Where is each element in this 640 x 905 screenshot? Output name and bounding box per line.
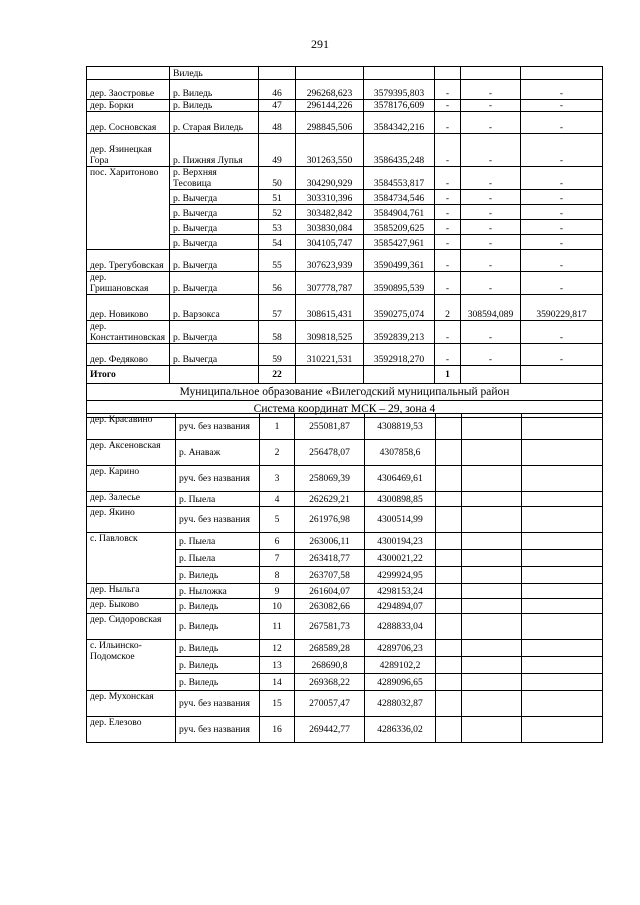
river-cell: р. Варзокса [170, 295, 259, 321]
outlet-y-cell: - [521, 344, 603, 366]
y-coordinate-cell: 4289102,2 [365, 657, 436, 674]
outlet-x-cell: - [461, 80, 521, 100]
empty-cell [462, 691, 522, 717]
river-cell: р. Виледь [176, 567, 260, 584]
x-coordinate-cell: 261976,98 [295, 507, 365, 533]
y-coordinate-cell: 3585209,625 [364, 220, 435, 235]
number-cell: 1 [260, 414, 295, 440]
x-coordinate-cell: 255081,87 [295, 414, 365, 440]
number-cell: 11 [260, 614, 295, 640]
x-coordinate-cell: 268589,28 [295, 640, 365, 657]
table-row [87, 100, 603, 112]
number-cell: 46 [259, 80, 296, 100]
empty-cell [436, 640, 462, 657]
page-number: 291 [311, 37, 329, 51]
river-cell: руч. без названия [176, 507, 260, 533]
outlet-count-cell: - [435, 205, 461, 220]
settlement-cell: дер. Аксеновская [87, 440, 176, 466]
x-coordinate-cell: 303310,396 [296, 190, 364, 205]
empty-cell [436, 507, 462, 533]
y-coordinate-cell: 4300898,85 [365, 492, 436, 507]
outlet-count-cell: - [435, 321, 461, 344]
number-cell: 47 [259, 100, 296, 112]
empty-cell [436, 466, 462, 492]
settlement-cell: дер. Борки [87, 100, 170, 112]
outlet-count-cell: - [435, 100, 461, 112]
coordinates-table-1 [86, 66, 603, 418]
y-coordinate-cell: 4286336,02 [365, 717, 436, 743]
empty-cell [522, 492, 603, 507]
total-row [87, 366, 603, 384]
empty-cell [462, 584, 522, 599]
settlement-cell: дер. Федяково [87, 344, 170, 366]
settlement-cell: дер. Залесье [87, 492, 176, 507]
empty-cell [522, 717, 603, 743]
x-coordinate-cell: 307623,939 [296, 250, 364, 272]
x-coordinate-cell: 262629,21 [295, 492, 365, 507]
outlet-count-cell: - [435, 190, 461, 205]
empty-cell [436, 550, 462, 567]
empty-cell [436, 717, 462, 743]
y-coordinate-cell: 3590895,539 [364, 272, 435, 295]
y-coordinate-cell: 3578176,609 [364, 100, 435, 112]
number-cell: 48 [259, 112, 296, 134]
empty-cell [522, 567, 603, 584]
table-row [87, 80, 603, 100]
river-cell: р. Виледь [170, 80, 259, 100]
settlement-cell [87, 67, 170, 80]
empty-cell [522, 507, 603, 533]
y-coordinate-cell: 4298153,24 [365, 584, 436, 599]
number-cell: 9 [260, 584, 295, 599]
empty-cell [522, 584, 603, 599]
number-cell: 57 [259, 295, 296, 321]
x-coordinate-cell: 298845,506 [296, 112, 364, 134]
settlement-cell: дер. Трегубовская [87, 250, 170, 272]
empty-cell [522, 550, 603, 567]
river-cell: р. Виледь [176, 599, 260, 614]
table-row [87, 507, 603, 533]
table-row [87, 533, 603, 550]
outlet-x-cell: - [461, 235, 521, 250]
x-coordinate-cell: 263006,11 [295, 533, 365, 550]
settlement-cell: дер. Елезово [87, 717, 176, 743]
empty-cell [462, 492, 522, 507]
empty-cell [436, 674, 462, 691]
empty-cell [522, 533, 603, 550]
settlement-cell: дер. Быково [87, 599, 176, 614]
settlement-cell: с. Павловск [87, 533, 176, 584]
coordinate-system-title: Система координат МСК – 29, зона 4 [87, 401, 603, 418]
x-coordinate-cell [296, 67, 364, 80]
river-cell: р. Вычегда [170, 344, 259, 366]
table-row [87, 466, 603, 492]
river-cell: р. Виледь [176, 657, 260, 674]
number-cell: 55 [259, 250, 296, 272]
number-cell: 54 [259, 235, 296, 250]
empty-cell [462, 657, 522, 674]
table-row [87, 440, 603, 466]
y-coordinate-cell: 4288833,04 [365, 614, 436, 640]
table-row [87, 614, 603, 640]
y-coordinate-cell: 4307858,6 [365, 440, 436, 466]
settlement-cell: дер. Карино [87, 466, 176, 492]
section-title: Муниципальное образование «Вилегодский муниципальный район [87, 384, 603, 401]
x-coordinate-cell: 301263,550 [296, 134, 364, 167]
outlet-x-cell: 308594,089 [461, 295, 521, 321]
empty-cell [436, 599, 462, 614]
outlet-count-cell: - [435, 134, 461, 167]
table-row [87, 344, 603, 366]
x-coordinate-cell: 261604,07 [295, 584, 365, 599]
empty-cell [462, 599, 522, 614]
empty-cell [522, 640, 603, 657]
y-coordinate-cell: 3586435,248 [364, 134, 435, 167]
x-coordinate-cell: 256478,07 [295, 440, 365, 466]
total-outlets: 1 [435, 366, 461, 384]
empty-cell [436, 414, 462, 440]
settlement-cell: дер. Мухонская [87, 691, 176, 717]
outlet-x-cell: - [461, 100, 521, 112]
y-coordinate-cell: 4289706,23 [365, 640, 436, 657]
table-row [87, 584, 603, 599]
empty-cell [522, 614, 603, 640]
settlement-cell: дер. Язинецкая Гора [87, 134, 170, 167]
outlet-x-cell: - [461, 220, 521, 235]
number-cell: 51 [259, 190, 296, 205]
number-cell: 10 [260, 599, 295, 614]
river-cell: р. Ныложка [176, 584, 260, 599]
empty-cell [436, 567, 462, 584]
number-cell: 2 [260, 440, 295, 466]
table-row [87, 250, 603, 272]
x-coordinate-cell: 303830,084 [296, 220, 364, 235]
number-cell: 50 [259, 167, 296, 190]
number-cell: 8 [260, 567, 295, 584]
y-coordinate-cell: 4300514,99 [365, 507, 436, 533]
river-cell: р. Верхняя Тесовица [170, 167, 259, 190]
x-coordinate-cell: 309818,525 [296, 321, 364, 344]
river-cell: р. Пыела [176, 492, 260, 507]
empty-cell [462, 674, 522, 691]
number-cell: 16 [260, 717, 295, 743]
x-coordinate-cell: 304105,747 [296, 235, 364, 250]
y-coordinate-cell: 4306469,61 [365, 466, 436, 492]
river-cell: р. Вычегда [170, 321, 259, 344]
outlet-x-cell: - [461, 272, 521, 295]
y-coordinate-cell: 4300021,22 [365, 550, 436, 567]
total-number: 22 [259, 366, 296, 384]
empty-cell [436, 614, 462, 640]
river-cell: руч. без названия [176, 414, 260, 440]
outlet-y-cell: - [521, 190, 603, 205]
outlet-y-cell: - [521, 220, 603, 235]
river-cell: р. Старая Виледь [170, 112, 259, 134]
empty-cell [436, 691, 462, 717]
empty-cell [436, 440, 462, 466]
x-coordinate-cell: 307778,787 [296, 272, 364, 295]
table-row [87, 717, 603, 743]
empty-cell [364, 366, 435, 384]
number-cell: 13 [260, 657, 295, 674]
outlet-y-cell: - [521, 250, 603, 272]
empty-cell [436, 492, 462, 507]
river-cell: р. Виледь [176, 614, 260, 640]
y-coordinate-cell: 3584342,216 [364, 112, 435, 134]
settlement-cell: с. Ильинско-Подомское [87, 640, 176, 691]
y-coordinate-cell: 4300194,23 [365, 533, 436, 550]
y-coordinate-cell: 4289096,65 [365, 674, 436, 691]
table-row [87, 599, 603, 614]
number-cell: 6 [260, 533, 295, 550]
outlet-count-cell: - [435, 167, 461, 190]
river-cell: р. Пыела [176, 533, 260, 550]
empty-cell [522, 657, 603, 674]
settlement-cell: дер. Сидоровская [87, 614, 176, 640]
y-coordinate-cell: 3579395,803 [364, 80, 435, 100]
number-cell: 4 [260, 492, 295, 507]
empty-cell [462, 466, 522, 492]
table-row [87, 640, 603, 657]
number-cell: 12 [260, 640, 295, 657]
settlement-cell: пос. Харитоново [87, 167, 170, 250]
table-row [87, 167, 603, 190]
table-row [87, 414, 603, 440]
river-cell: Виледь [170, 67, 259, 80]
outlet-x-cell: - [461, 205, 521, 220]
outlet-x-cell: - [461, 250, 521, 272]
river-cell: р. Вычегда [170, 205, 259, 220]
outlet-y-cell: - [521, 112, 603, 134]
empty-cell [522, 414, 603, 440]
y-coordinate-cell: 3585427,961 [364, 235, 435, 250]
table-row [87, 492, 603, 507]
empty-cell [462, 640, 522, 657]
outlet-count-cell: - [435, 80, 461, 100]
table-row [87, 112, 603, 134]
settlement-cell: дер. Якино [87, 507, 176, 533]
number-cell: 14 [260, 674, 295, 691]
outlet-x-cell: - [461, 134, 521, 167]
empty-cell [462, 567, 522, 584]
section-title-row [87, 384, 603, 401]
outlet-x-cell: - [461, 321, 521, 344]
empty-cell [436, 657, 462, 674]
outlet-y-cell: - [521, 272, 603, 295]
x-coordinate-cell: 303482,842 [296, 205, 364, 220]
outlet-count-cell: - [435, 235, 461, 250]
y-coordinate-cell: 3592918,270 [364, 344, 435, 366]
x-coordinate-cell: 296144,226 [296, 100, 364, 112]
x-coordinate-cell: 267581,73 [295, 614, 365, 640]
table-row [87, 67, 603, 80]
empty-cell [462, 614, 522, 640]
outlet-y-cell: 3590229,817 [521, 295, 603, 321]
empty-cell [522, 691, 603, 717]
empty-cell [462, 717, 522, 743]
river-cell: р. Анаваж [176, 440, 260, 466]
empty-cell [436, 533, 462, 550]
x-coordinate-cell: 263082,66 [295, 599, 365, 614]
y-coordinate-cell: 3584734,546 [364, 190, 435, 205]
number-cell: 15 [260, 691, 295, 717]
outlet-x-cell [461, 67, 521, 80]
y-coordinate-cell: 3584904,761 [364, 205, 435, 220]
outlet-count-cell: - [435, 272, 461, 295]
outlet-y-cell: - [521, 321, 603, 344]
y-coordinate-cell: 3584553,817 [364, 167, 435, 190]
settlement-cell: дер. Сосновская [87, 112, 170, 134]
x-coordinate-cell: 268690,8 [295, 657, 365, 674]
y-coordinate-cell: 3592839,213 [364, 321, 435, 344]
number-cell: 59 [259, 344, 296, 366]
x-coordinate-cell: 304290,929 [296, 167, 364, 190]
river-cell: р. Вычегда [170, 235, 259, 250]
number-cell: 58 [259, 321, 296, 344]
table-row [87, 134, 603, 167]
empty-cell [462, 440, 522, 466]
table-row [87, 272, 603, 295]
y-coordinate-cell: 4288032,87 [365, 691, 436, 717]
outlet-y-cell: - [521, 235, 603, 250]
settlement-cell: дер. Ныльга [87, 584, 176, 599]
river-cell: р. Пыела [176, 550, 260, 567]
empty-cell [522, 599, 603, 614]
settlement-cell: дер. Красавино [87, 414, 176, 440]
y-coordinate-cell: 3590275,074 [364, 295, 435, 321]
settlement-cell: дер. Гришановская [87, 272, 170, 295]
outlet-count-cell: 2 [435, 295, 461, 321]
settlement-cell: дер. Новиково [87, 295, 170, 321]
river-cell: р. Виледь [176, 674, 260, 691]
x-coordinate-cell: 296268,623 [296, 80, 364, 100]
x-coordinate-cell: 263418,77 [295, 550, 365, 567]
y-coordinate-cell: 4308819,53 [365, 414, 436, 440]
x-coordinate-cell: 263707,58 [295, 567, 365, 584]
y-coordinate-cell: 4299924,95 [365, 567, 436, 584]
river-cell: р. Вычегда [170, 272, 259, 295]
total-label: Итого [87, 366, 170, 384]
empty-cell [296, 366, 364, 384]
empty-cell [170, 366, 259, 384]
x-coordinate-cell: 308615,431 [296, 295, 364, 321]
empty-cell [461, 366, 521, 384]
empty-cell [436, 584, 462, 599]
settlement-cell: дер. Заостровье [87, 80, 170, 100]
y-coordinate-cell [364, 67, 435, 80]
river-cell: р. Виледь [176, 640, 260, 657]
river-cell: р. Вычегда [170, 190, 259, 205]
outlet-count-cell: - [435, 250, 461, 272]
settlement-cell: дер. Константиновская [87, 321, 170, 344]
river-cell: р. Вычегда [170, 220, 259, 235]
table-row [87, 295, 603, 321]
river-cell: руч. без названия [176, 717, 260, 743]
number-cell: 52 [259, 205, 296, 220]
empty-cell [522, 466, 603, 492]
empty-cell [462, 550, 522, 567]
outlet-x-cell: - [461, 112, 521, 134]
number-cell [259, 67, 296, 80]
outlet-count-cell [435, 67, 461, 80]
number-cell: 3 [260, 466, 295, 492]
empty-cell [462, 533, 522, 550]
empty-cell [522, 674, 603, 691]
number-cell: 5 [260, 507, 295, 533]
river-cell: р. Вычегда [170, 250, 259, 272]
table-row [87, 321, 603, 344]
river-cell: р. Виледь [170, 100, 259, 112]
outlet-count-cell: - [435, 112, 461, 134]
outlet-y-cell: - [521, 100, 603, 112]
outlet-count-cell: - [435, 220, 461, 235]
number-cell: 7 [260, 550, 295, 567]
x-coordinate-cell: 310221,531 [296, 344, 364, 366]
empty-cell [521, 366, 603, 384]
outlet-x-cell: - [461, 190, 521, 205]
number-cell: 56 [259, 272, 296, 295]
outlet-y-cell: - [521, 80, 603, 100]
number-cell: 49 [259, 134, 296, 167]
outlet-x-cell: - [461, 167, 521, 190]
outlet-y-cell: - [521, 167, 603, 190]
river-cell: руч. без названия [176, 466, 260, 492]
x-coordinate-cell: 269442,77 [295, 717, 365, 743]
number-cell: 53 [259, 220, 296, 235]
x-coordinate-cell: 269368,22 [295, 674, 365, 691]
empty-cell [522, 440, 603, 466]
outlet-y-cell: - [521, 205, 603, 220]
outlet-count-cell: - [435, 344, 461, 366]
x-coordinate-cell: 258069,39 [295, 466, 365, 492]
y-coordinate-cell: 4294894,07 [365, 599, 436, 614]
outlet-x-cell: - [461, 344, 521, 366]
river-cell: р. Пижняя Лупья [170, 134, 259, 167]
empty-cell [462, 414, 522, 440]
y-coordinate-cell: 3590499,361 [364, 250, 435, 272]
empty-cell [462, 507, 522, 533]
x-coordinate-cell: 270057,47 [295, 691, 365, 717]
outlet-y-cell [521, 67, 603, 80]
coordinates-table-2 [86, 413, 603, 743]
outlet-y-cell: - [521, 134, 603, 167]
table-row [87, 691, 603, 717]
river-cell: руч. без названия [176, 691, 260, 717]
